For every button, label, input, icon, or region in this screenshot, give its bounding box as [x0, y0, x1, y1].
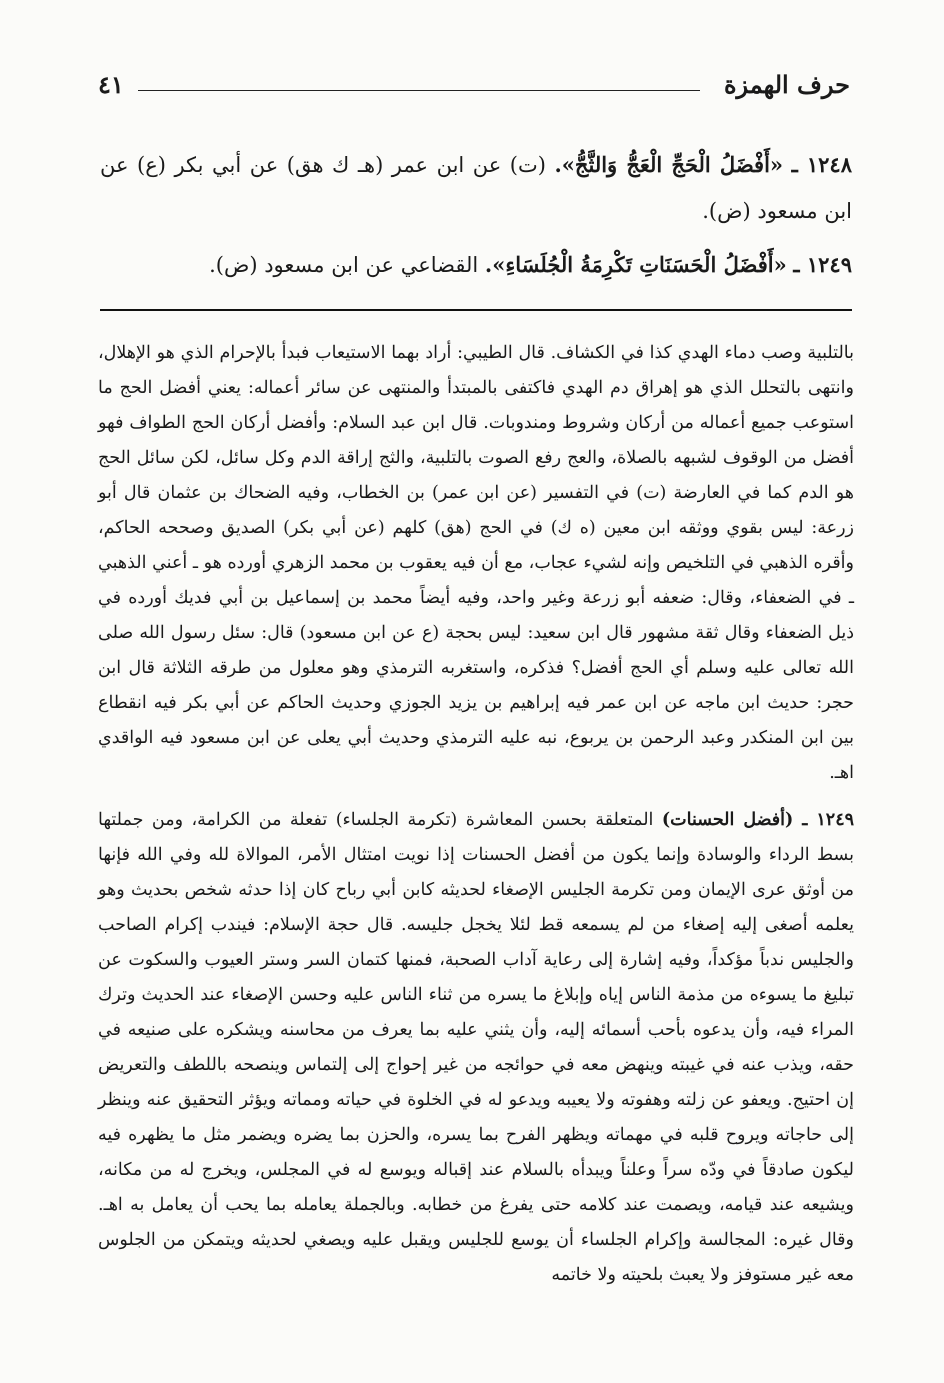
page-number: ٤١: [98, 70, 124, 99]
hadith-text: «أَفْضَلُ الْحَجِّ الْعَجُّ وَالثَّجُّ».: [554, 152, 784, 177]
hadith-entry: [100, 142, 852, 234]
commentary: [98, 336, 854, 1293]
hadith-number: ١٢٤٩ ـ: [793, 252, 852, 277]
hadith-entry: [100, 242, 852, 288]
commentary-paragraph: [98, 803, 854, 1293]
commentary-paragraph: [98, 336, 854, 791]
hadith-source: (ت) عن ابن عمر (هـ ك هق) عن أبي بكر (ع) عن ابن مسعود (ض).: [100, 153, 852, 223]
hadith-source: القضاعي عن ابن مسعود (ض).: [209, 253, 479, 277]
chapter-title: حرف الهمزة: [723, 70, 850, 99]
page-header: [98, 66, 850, 106]
commentary-text: بالتلبية وصب دماء الهدي كذا في الكشاف. قال الطيبي: أراد بهما الاستيعاب فبدأ بالإحرام الذي هو الإهلال، وانتهى بالتحلل الذي هو إهراق دم الهدي فاكتفى بالمبتدأ والمنتهى عن سائر أعماله: يعني أفضل الحج ما استوعب جميع أعماله من أركان وشروط ومندوبات. قال ابن عبد السلام: وأفضل أركان الحج الطواف فهو أفضل من الوقوف لشبهه بالصلاة، والعج رفع الصوت بالتلبية، والثج إراقة الدم وكل سائل، لكن سائل الحج هو الدم كما في العارضة (ت) في التفسير (عن ابن عمر) بن الخطاب، وفيه الضحاك بن عثمان قال أبو زرعة: ليس بقوي ووثقه ابن معين (ه ك) في الحج (هق) كلهم (عن أبي بكر) الصديق وصححه الحاكم، وأقره الذهبي في التلخيص وإنه لشيء عجاب، مع أن فيه يعقوب بن محمد الزهري أورده هو ـ أعني الذهبي ـ في الضعفاء، وقال: ضعفه أبو زرعة وغير واحد، وفيه أيضاً محمد بن إسماعيل بن أبي فديك أورده في ذيل الضعفاء وقال ثقة مشهور قال ابن سعيد: ليس بحجة (ع عن ابن مسعود) قال: سئل رسول الله صلى الله تعالى عليه وسلم أي الحج أفضل؟ فذكره، واستغربه الترمذي وهو معلول من طرقه الثلاثة قال ابن حجر: حديث ابن ماجه عن ابن عمر فيه إبراهيم بن يزيد الجوزي وحديث الحاكم عن أبي بكر فيه انقطاع بين ابن المنكدر وعبد الرحمن بن يربوع، نبه عليه الترمذي وحديث أبي يعلى عن ابن مسعود فيه الواقدي اهـ.: [98, 343, 854, 783]
commentary-text: المتعلقة بحسن المعاشرة (تكرمة الجلساء) تفعلة من الكرامة، ومن جملتها بسط الرداء والوسادة وإنما يكون من أفضل الحسنات إذا نويت امتثال الأمر، الموالاة لله وفي الله فإنها من أوثق عرى الإيمان ومن تكرمة الجليس الإصغاء لحديثه كابن أبي رباح كان إذا حدثه شخص بحديث وهو يعلمه أصغى إليه إصغاء من لم يسمعه قط لئلا يخجل جليسه. قال حجة الإسلام: فيندب إكرام الصاحب والجليس ندباً مؤكداً، وفيه إشارة إلى رعاية آداب الصحبة، فمنها كتمان السر وستر العيوب والسكوت عن تبليغ ما يسوءه من مذمة الناس إياه وإبلاغ ما يسره من ثناء الناس عليه وحسن الإصغاء عند الحديث وترك المراء فيه، وأن يدعوه بأحب أسمائه إليه، وأن يثني عليه بما يعرف من محاسنه ويشكره على صنيعه في حقه، ويذب عنه في غيبته وينهض معه في حوائجه من غير إحواج إلى إلتماس وينصحه باللطف والتعريض إن احتيج. ويعفو عن زلته وهفوته ولا يعيبه ويدعو له في الخلوة في حياته ومماته ويؤثر التحقيق عنه وينظر إلى حاجاته ويروح قلبه في مهماته ويظهر الفرح بما يسره، والحزن بما يضره ويضمر مثل ما يظهره فيه ليكون صادقاً في ودّه سراً وعلناً ويبدأه بالسلام عند إقباله ويوسع له في المجلس، ويخرج له من مكانه، ويشيعه عند قيامه، ويصمت عند كلامه حتى يفرغ من خطابه. وبالجملة يعامله بما يحب أن يعامل به اهـ. وقال غيره: المجالسة وإكرام الجلساء أن يوسع للجليس ويقبل عليه ويصغي لحديثه ويتمكن من الجلوس معه غير مستوفز ولا يعبث بلحيته ولا خاتمه: [98, 810, 854, 1285]
hadith-entries: [100, 142, 852, 296]
header-rule: [138, 90, 700, 91]
hadith-text: «أَفْضَلُ الْحَسَنَاتِ تَكْرِمَةُ الْجُلَسَاءِ».: [484, 252, 787, 277]
commentary-lead: ١٢٤٩ ـ (أفضل الحسنات): [661, 810, 854, 830]
hadith-number: ١٢٤٨ ـ: [791, 152, 852, 177]
footnote-separator: [100, 309, 852, 311]
